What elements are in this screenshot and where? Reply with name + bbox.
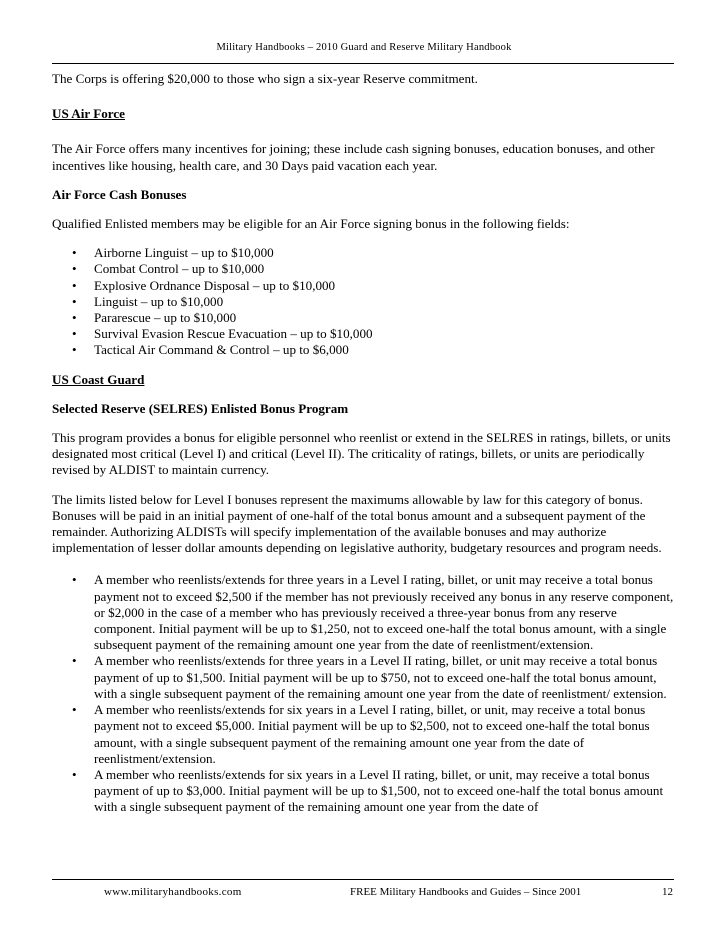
selres-paragraph-2: The limits listed below for Level I bonuses represent the maximums allowable by law for this category of bonus. Bonuses will be paid in an initial payment of one-half of the total bonus amount and a subsequent payment of the remainder. Authorizing ALDISTs will specify implementation of the available bonuses and may authorize implementation of lesser dollar amounts depending on legislative authority, budgetary resources and program needs. [52, 491, 662, 556]
air-force-cash-bonuses-heading: Air Force Cash Bonuses [52, 186, 187, 202]
selres-paragraph-1: This program provides a bonus for eligible personnel who reenlist or extend in the SELRES in ratings, billets, or units designated most critical (Level I) and critical (Level II). The criticality of ratings, billets, or units are periodically revised by ALDIST to maintain currency. [52, 430, 671, 478]
running-header: Military Handbooks – 2010 Guard and Reserve Military Handbook [216, 42, 512, 53]
footer-rule [52, 879, 674, 880]
list-item: • Linguist – up to $10,000 [52, 294, 674, 310]
selres-bonus-program-heading: Selected Reserve (SELRES) Enlisted Bonus Program [52, 400, 349, 416]
section-heading-coast-guard: US Coast Guard [52, 371, 145, 387]
air-force-bonus-list [52, 245, 674, 358]
selres-bonus-list [52, 572, 674, 815]
list-item: • A member who reenlists/extends for six years in a Level II rating, billet, or unit, may receive a total bonus payment of up to $3,000. Initial payment will be up to $1,500, not to exceed one-half the total bonus amount with a single subsequent payment of the remaining amount one year from the date of [52, 767, 674, 816]
list-item: • A member who reenlists/extends for six years in a Level I rating, billet, or unit, may receive a total bonus payment not to exceed $5,000. Initial payment will be up to $2,500, not to exceed one-half the total bonus amount, with a single subsequent payment of the remaining amount one year from the date of reenlistment/extension. [52, 702, 674, 767]
list-item: • Airborne Linguist – up to $10,000 [52, 245, 674, 261]
section-heading-air-force: US Air Force [52, 106, 125, 122]
air-force-paragraph: The Air Force offers many incentives for joining; these include cash signing bonuses, education bonuses, and other incentives like housing, health care, and 30 Days paid vacation each year. [52, 141, 655, 173]
list-item: • Explosive Ordnance Disposal – up to $10,000 [52, 278, 674, 294]
page-body [52, 71, 674, 816]
list-item: • Tactical Air Command & Control – up to $6,000 [52, 342, 674, 358]
list-item: • Pararescue – up to $10,000 [52, 310, 674, 326]
footer-tagline: FREE Military Handbooks and Guides – Since 2001 [350, 886, 582, 898]
list-item: • A member who reenlists/extends for three years in a Level II rating, billet, or unit may receive a total bonus payment of up to $1,500. Initial payment will be up to $750, not to exceed one-half the total bonus amount, with a single subsequent payment of the remaining amount one year from the date of reenlistment/ extension. [52, 653, 674, 702]
header-rule [52, 63, 674, 64]
page-number: 12 [662, 886, 673, 898]
intro-line: The Corps is offering $20,000 to those who sign a six-year Reserve commitment. [52, 71, 478, 86]
air-force-bonus-intro: Qualified Enlisted members may be eligible for an Air Force signing bonus in the following fields: [52, 216, 570, 232]
list-item: • Combat Control – up to $10,000 [52, 261, 674, 277]
list-item: • A member who reenlists/extends for three years in a Level I rating, billet, or unit may receive a total bonus payment not to exceed $2,500 if the member has not previously received any bonus in any reserve component, or $2,000 in the case of a member who has previously received a three-year bonus from any reserve component. Initial payment will be up to $1,250, not to exceed one-half the total bonus amount, with a single subsequent payment of the remaining amount one year from the date of reenlistment/extension. [52, 572, 674, 653]
footer-website: www.militaryhandbooks.com [104, 886, 242, 898]
list-item: • Survival Evasion Rescue Evacuation – up to $10,000 [52, 326, 674, 342]
